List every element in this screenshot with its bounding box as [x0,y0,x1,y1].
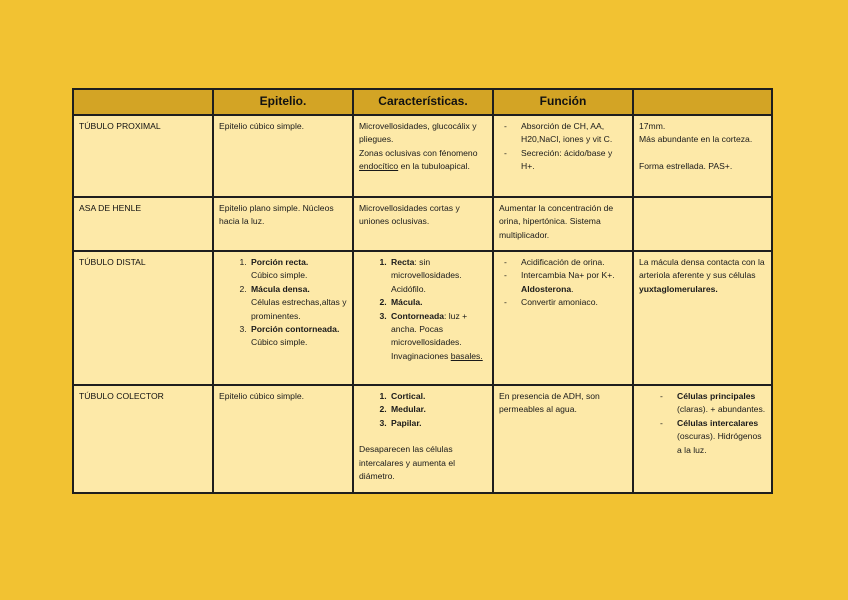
proximal-epitelio: Epitelio cúbico simple. [213,115,353,197]
distal-epitelio-list [219,256,347,350]
proximal-car-2: Zonas oclusivas con fénomeno [359,147,478,158]
proximal-funcion-list [499,120,627,174]
row-distal [73,251,772,385]
distal-car-3-title: Contorneada [391,310,444,321]
header-funcion: Función [493,89,633,115]
proximal-car-1: Microvellosidades, glucocálix y pliegues. [359,121,477,145]
distal-func-2-text: Intercambia Na+ por K+. [521,270,615,281]
distal-car-3 [389,310,487,364]
distal-epi-3 [249,323,347,350]
colector-extra [633,385,772,493]
colector-car-list [359,390,487,430]
distal-epi-3-text: Cúbico simple. [251,337,308,348]
colector-caracteristicas [353,385,493,493]
header-row [73,89,772,115]
row-henle [73,197,772,251]
distal-func-1: - Acidificación de orina. [521,256,627,269]
proximal-extra-1: 17mm. [639,121,666,131]
row-label-proximal: TÚBULO PROXIMAL [73,115,213,197]
row-label-colector: TÚBULO COLECTOR [73,385,213,493]
distal-epi-1-title: Porción recta. [251,257,309,267]
distal-func-2-end: . [571,283,574,294]
colector-car-3: 3. Papilar. [389,417,487,430]
distal-funcion-list [499,256,627,310]
proximal-car-2-underlined: endocítico [359,161,399,172]
distal-epi-3-title: Porción contorneada. [251,324,340,335]
colector-extra-2-title: Células intercalares [677,417,759,428]
distal-extra-bold: yuxtaglomerulares. [639,283,718,294]
distal-car-2 [389,296,487,309]
header-empty-left [73,89,213,115]
proximal-extra-3: Forma estrellada. PAS+. [639,160,733,171]
distal-epitelio [213,251,353,385]
proximal-funcion [493,115,633,197]
proximal-caracteristicas [353,115,493,197]
kidney-tubule-table [72,88,773,494]
colector-epitelio: Epitelio cúbico simple. [213,385,353,493]
colector-car-note: Desaparecen las células intercalares y aumenta el diámetro. [359,444,456,482]
distal-epi-2 [249,283,347,323]
colector-funcion: En presencia de ADH, son permeables al agua. [493,385,633,493]
header-caracteristicas: Características. [353,89,493,115]
colector-extra-2-text: (oscuras). Hidrógenos a la luz. [677,431,762,455]
henle-funcion: Aumentar la concentración de orina, hipertónica. Sistema multiplicador. [493,197,633,251]
distal-car-1-title: Recta [391,257,415,267]
distal-funcion [493,251,633,385]
row-label-distal: TÚBULO DISTAL [73,251,213,385]
distal-func-3: - Convertir amoniaco. [521,296,627,309]
distal-epi-2-text: Células estrechas,altas y prominentes. [251,297,347,321]
distal-car-2-title: Mácula. [391,297,423,308]
distal-epi-2-title: Mácula densa. [251,283,310,294]
colector-car-2: 2. Medular. [389,403,487,416]
distal-car-3-underlined: basales. [450,350,483,361]
row-label-henle: ASA DE HENLE [73,197,213,251]
distal-car-3-text: : luz + ancha. Pocas microvellosidades. Invaginaciones [391,310,468,361]
colector-extra-1-title: Células principales [677,391,756,401]
proximal-func-2: - Secreción: ácido/base y H+. [521,147,627,174]
colector-extra-2 [677,417,766,457]
distal-car-1 [389,256,487,296]
distal-car-1-text: : sin microvellosidades. Acidófilo. [391,257,462,294]
header-epitelio: Epitelio. [213,89,353,115]
distal-func-2 [521,269,627,296]
distal-extra [633,251,772,385]
distal-epi-1-text: Cúbico simple. [251,270,308,281]
henle-epitelio: Epitelio plano simple. Núcleos hacia la luz. [213,197,353,251]
row-proximal [73,115,772,197]
colector-extra-1 [677,390,766,417]
colector-extra-list [639,390,766,457]
distal-func-2-bold: Aldosterona [521,283,572,294]
distal-caracteristicas [353,251,493,385]
proximal-func-1: - Absorción de CH, AA, H20,NaCl, iones y vit C. [521,120,627,147]
proximal-extra-2: Más abundante en la corteza. [639,134,753,145]
distal-car-list [359,256,487,363]
henle-extra [633,197,772,251]
henle-caracteristicas: Microvellosidades cortas y uniones oclusivas. [353,197,493,251]
proximal-car-2-end: en la tubuloapical. [398,161,470,172]
colector-car-1: 1. Cortical. [389,390,487,403]
header-empty-right [633,89,772,115]
colector-extra-1-text: (claras). + abundantes. [677,404,766,415]
distal-extra-text: La mácula densa contacta con la arteriola aferente y sus células [639,257,765,281]
proximal-extra [633,115,772,197]
distal-epi-1 [249,256,347,283]
row-colector [73,385,772,493]
